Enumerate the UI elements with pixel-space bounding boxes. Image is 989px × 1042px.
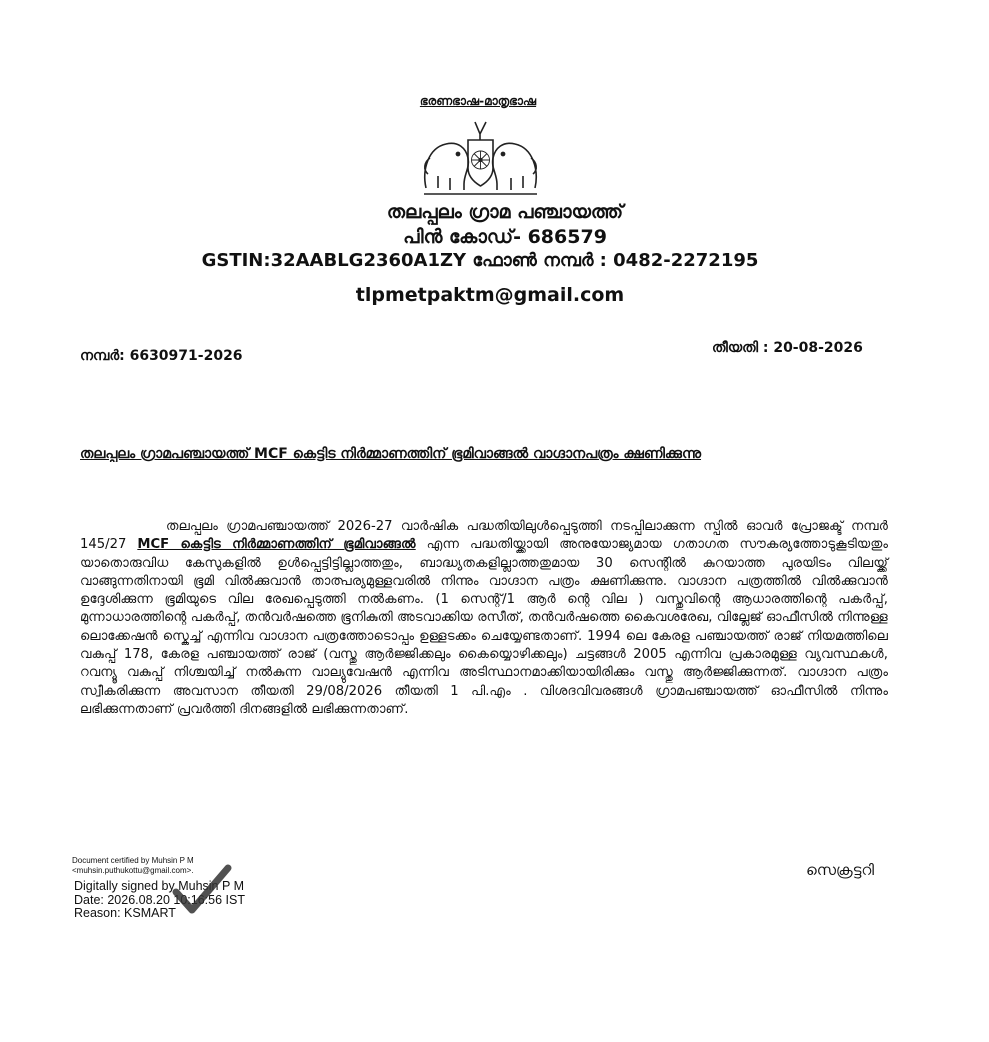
document-date: തീയതി : 20-08-2026 xyxy=(712,340,863,356)
cert-line-1: Document certified by Muhsin P M xyxy=(72,856,194,865)
cert-line-2: <muhsin.puthukottu@gmail.com>. xyxy=(72,866,194,875)
signed-by: Digitally signed by Muhsin P M xyxy=(74,879,244,893)
signature-date: Date: 2026.08.20 10:16:56 IST xyxy=(74,892,245,907)
secretary-designation: സെക്രട്ടറി xyxy=(806,861,874,879)
subject-line: തലപ്പലം ഗ്രാമപഞ്ചായത്ത് MCF കെട്ടിട നിർമ്മാണത്തിന് ഭൂമിവാങ്ങൽ വാഗ്ദാനപത്രം ക്ഷണിക്കുന്നു xyxy=(80,446,702,462)
body-text-part-2: എന്ന പദ്ധതിയ്ക്കായി അനുയോജ്യമായ ഗതാഗത സൗകര്യത്തോടുകൂടിയതും യാതൊരുവിധ കേസുകളിൽ ഉൾപ്പെട്ടിട്ടില്ലാത്തതും, ബാദ്ധ്യതകളില്ലാത്തതുമായ 30 സെന്റിൽ കുറയാത്ത പുരയിടം വിലയ്ക്ക് വാങ്ങുന്നതിനായി ഭൂമി വിൽക്കുവാൻ താത്പര്യമുള്ളവരിൽ നിന്നും വാഗ്ദാന പത്രം ക്ഷണിക്കുന്നു. വാഗ്ദാന പത്രത്തിൽ വിൽക്കുവാൻ ഉദ്ദേശിക്കുന്ന ഭൂമിയുടെ വില രേഖപ്പെടുത്തി നൽകണം. (1 സെന്റ്/1 ആർ ന്റെ വില ) വസ്തുവിന്റെ ആധാരത്തിന്റെ പകർപ്പ്, മുന്നാധാരത്തിന്റെ പകർപ്പ്, തൻവർഷത്തെ ഭൂനികുതി അടവാക്കിയ രസീത്, തൻവർഷത്തെ കൈവശരേഖ, വില്ലേജ് ഓഫീസിൽ നിന്നുള്ള ലൊക്കേഷൻ സ്കെച്ച് എന്നിവ വാഗ്ദാന പത്രത്തോടൊപ്പം ഉള്ളടക്കം ചെയ്യേണ്ടതാണ്. 1994 ലെ കേരള പഞ്ചായത്ത് രാജ് നിയമത്തിലെ വകുപ്പ് 178, കേരള പഞ്ചായത്ത് രാജ് (വസ്തു ആർജ്ജിക്കലും കൈയ്യൊഴിക്കലും) ചട്ടങ്ങൾ 2005 എന്നിവ പ്രകാരമുള്ള വ്യവസ്ഥകൾ, റവന്യൂ വകുപ്പ് നിശ്ചയിച്ച് നൽകുന്ന വാല്യുവേഷൻ എന്നിവ അടിസ്ഥാനമാക്കിയായിരിക്കും വസ്തു ആർജ്ജിക്കുന്നത്. വാഗ്ദാന പത്രം സ്വീകരിക്കുന്ന അവസാന തീയതി 29/08/2026 തീയതി 1 പി.എം . വിശദവിവരങ്ങൾ ഗ്രാമപഞ്ചായത്ത് ഓഫീസിൽ നിന്നും ലഭിക്കുന്നതാണ് പ്രവർത്തി ദിനങ്ങളിൽ ലഭിക്കുന്നതാണ്. xyxy=(80,537,888,717)
body-text-part-1: തലപ്പലം ഗ്രാമപഞ്ചായത്ത് 2026-27 വാർഷിക പദ്ധതിയിലുൾപ്പെടുത്തി നടപ്പിലാക്കുന്ന സ്പിൽ ഓവർ പ്രോജക്ട് നമ്പർ 145/27 xyxy=(80,519,888,553)
body-paragraph xyxy=(80,518,888,719)
project-name-highlight: MCF കെട്ടിട നിർമ്മാണത്തിന് ഭൂമിവാങ്ങൽ xyxy=(137,537,416,553)
reference-number: നമ്പർ: 6630971-2026 xyxy=(80,348,243,364)
panchayat-name: തലപ്പലം ഗ്രാമ പഞ്ചായത്ത് xyxy=(386,201,624,223)
kerala-emblem-icon xyxy=(418,118,543,200)
motto: ഭരണഭാഷ-മാതൃഭാഷ xyxy=(419,94,537,108)
gst-phone-line: GSTIN:32AABLG2360A1ZY ഫോൺ നമ്പർ : 0482-2272195 xyxy=(201,250,759,271)
email-address: tlpmetpaktm@gmail.com xyxy=(355,284,625,306)
office-header xyxy=(250,200,760,250)
pin-code: പിൻ കോഡ്- 686579 xyxy=(403,226,607,248)
signature-reason: Reason: KSMART xyxy=(74,906,176,920)
checkmark-icon xyxy=(172,862,232,918)
